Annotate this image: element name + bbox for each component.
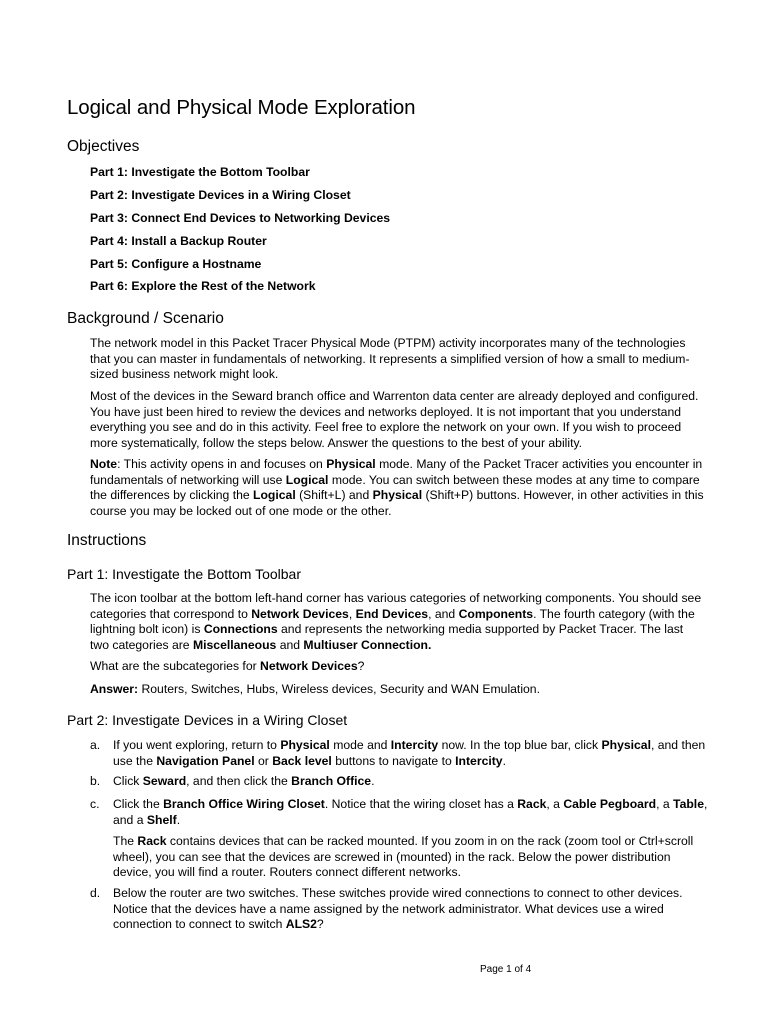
objective-item: Part 4: Install a Backup Router — [90, 234, 267, 248]
part2-heading: Part 2: Investigate Devices in a Wiring Closet — [67, 712, 348, 728]
part1-heading: Part 1: Investigate the Bottom Toolbar — [67, 566, 301, 582]
part2-step-d: Below the router are two switches. These switches provide wired connections to connect to other devices. Notice that the devices have a name assigned by the network administrator. What devices use a wired connection to connect to switch ALS2? — [113, 886, 683, 932]
answer-label: Answer: — [90, 682, 139, 696]
objective-item: Part 5: Configure a Hostname — [90, 257, 262, 271]
note-paragraph: Note: This activity opens in and focuses on Physical mode. Many of the Packet Tracer activities you encounter in fundamentals of networking will use Logical mode. You can switch between these modes at any time to compare the differences by clicking the Logical (Shift+L) and Physical (Shift+P) buttons. However, in other activities in this course you may be locked out of one mode or the other. — [90, 457, 704, 518]
part1-question: What are the subcategories for Network Devices? — [90, 659, 365, 673]
objective-item: Part 6: Explore the Rest of the Network — [90, 279, 316, 293]
objective-item: Part 1: Investigate the Bottom Toolbar — [90, 165, 310, 179]
objective-item: Part 2: Investigate Devices in a Wiring Closet — [90, 188, 351, 202]
objective-item: Part 3: Connect End Devices to Networking Devices — [90, 211, 391, 225]
page-number: Page 1 of 4 — [480, 964, 532, 975]
list-marker: c. — [90, 797, 100, 811]
part2-step-c-detail: The Rack contains devices that can be racked mounted. If you zoom in on the rack (zoom tool or Ctrl+scroll wheel), you can see that the devices are screwed in (mounted) in the rack. Below the power distribution device, you will find a router. Routers connect different networks. — [113, 834, 694, 880]
background-paragraph: Most of the devices in the Seward branch office and Warrenton data center are already deployed and configured. You have just been hired to review the devices and networks deployed. It is not important that you understand everything you see and do in this activity. Feel free to explore the network on your own. If you wish to proceed more systematically, follow the steps below. Answer the questions to the best of your ability. — [90, 389, 699, 450]
part1-answer: Answer: Routers, Switches, Hubs, Wireless devices, Security and WAN Emulation. — [90, 682, 540, 696]
part1-paragraph: The icon toolbar at the bottom left-hand corner has various categories of networking components. You should see categories that correspond to Network Devices, End Devices, and Components. The fourth category (with the lightning bolt icon) is Connections and represents the networking media supported by Packet Tracer. The last two categories are Miscellaneous and Multiuser Connection. — [90, 591, 702, 652]
list-marker: a. — [90, 738, 101, 752]
background-heading: Background / Scenario — [67, 310, 224, 327]
list-marker: b. — [90, 774, 101, 788]
part2-step-a: If you went exploring, return to Physical mode and Intercity now. In the top blue bar, click Physical, and then use the Navigation Panel or Back level buttons to navigate to Intercity. — [113, 738, 706, 768]
note-label: Note — [90, 457, 118, 471]
document-title: Logical and Physical Mode Exploration — [67, 96, 416, 119]
part2-step-c: Click the Branch Office Wiring Closet. Notice that the wiring closet has a Rack, a Cable Pegboard, a Table, and a Shelf. — [113, 797, 708, 827]
instructions-heading: Instructions — [67, 532, 147, 549]
list-marker: d. — [90, 886, 101, 900]
background-paragraph: The network model in this Packet Tracer Physical Mode (PTPM) activity incorporates many of the technologies that you can master in fundamentals of networking. It represents a simplified version of how a small to medium-sized business network might look. — [90, 336, 690, 382]
objectives-heading: Objectives — [67, 138, 140, 155]
part2-step-b: Click Seward, and then click the Branch Office. — [113, 774, 375, 788]
